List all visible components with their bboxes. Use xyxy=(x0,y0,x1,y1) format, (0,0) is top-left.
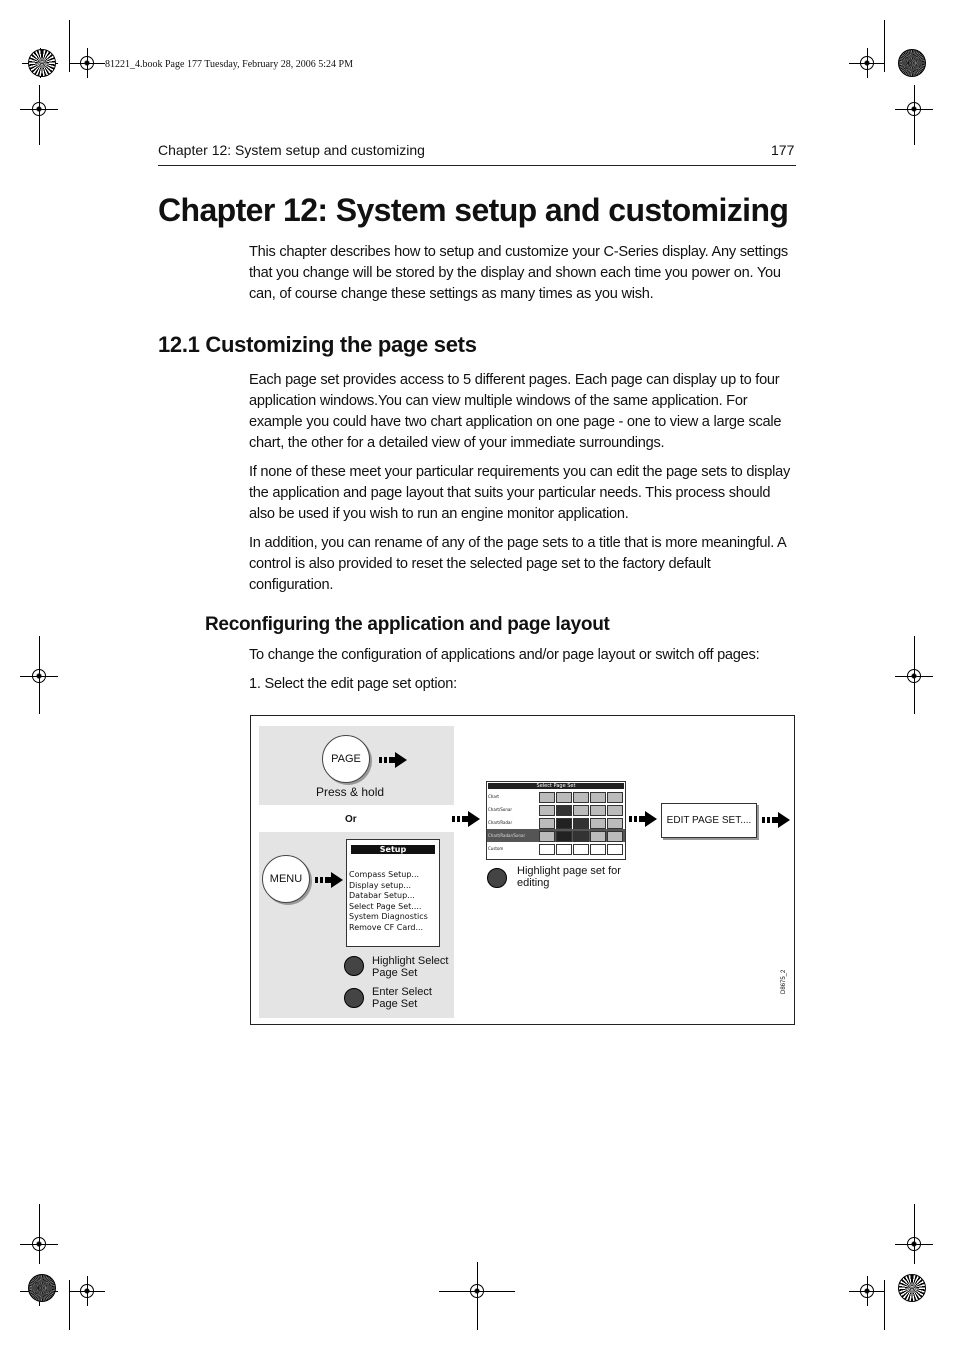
body-paragraph: Each page set provides access to 5 different pages. Each page can display up to four application windows.You can view multiple windows of the same application. For example you could have two chart application on one page - one to view a large scale chart, the other for a detailed view of your immediate surroundings. xyxy=(249,372,782,451)
header-rule xyxy=(158,165,796,166)
crop-line xyxy=(69,20,70,72)
select-page-set-screen xyxy=(486,781,626,860)
row-label: Chart/Radar xyxy=(488,820,513,825)
arrow-right-icon xyxy=(452,811,480,827)
registration-mark xyxy=(69,1276,105,1306)
menu-item: Select Page Set.... xyxy=(349,901,422,911)
trackpad-icon xyxy=(344,988,364,1008)
step-1: 1. Select the edit page set option: xyxy=(249,676,457,692)
registration-mark xyxy=(849,1276,885,1306)
screen-row xyxy=(487,803,625,816)
screen-row-selected xyxy=(487,829,625,842)
figure-code: D8675_2 xyxy=(781,969,787,994)
menu-button: MENU xyxy=(262,855,310,903)
label-line: editing xyxy=(517,877,550,889)
crop-line xyxy=(884,1280,885,1330)
color-registration-wheel xyxy=(28,49,56,77)
setup-menu xyxy=(346,839,440,947)
press-hold-label: Press & hold xyxy=(316,785,385,799)
menu-item: Compass Setup... xyxy=(349,870,420,879)
screen-row xyxy=(487,790,625,803)
body-paragraph: In addition, you can rename of any of the page sets to a title that is more meaningful. A control is also provided to reset the selected page set to the factory default configuration. xyxy=(249,535,786,593)
arrow-right-icon xyxy=(379,752,407,768)
label-line: Highlight page set for xyxy=(517,865,621,877)
row-label: Chart xyxy=(488,794,499,799)
crop-line xyxy=(39,85,40,145)
screen-row xyxy=(487,842,625,855)
label-line: Page Set xyxy=(372,998,418,1010)
arrow-right-icon xyxy=(762,812,790,828)
color-registration-wheel xyxy=(28,1274,56,1302)
registration-mark xyxy=(69,48,105,78)
registration-mark xyxy=(849,48,885,78)
color-registration-wheel xyxy=(898,49,926,77)
label-line: Highlight Select xyxy=(372,955,449,967)
body-paragraph: If none of these meet your particular requirements you can edit the page sets to display the application and page layout that suits your particular needs. This process should also be used if you wish to run an engine monitor application. xyxy=(249,464,790,522)
screen-row xyxy=(487,816,625,829)
menu-item: Remove CF Card... xyxy=(349,922,424,932)
subsection-intro: To change the configuration of applications and/or page layout or switch off pages: xyxy=(249,647,760,663)
menu-item: Databar Setup... xyxy=(349,891,415,900)
crop-line xyxy=(914,85,915,145)
highlight-select-label xyxy=(372,955,448,979)
enter-select-label xyxy=(372,986,432,1010)
crop-line xyxy=(914,1204,915,1264)
crop-line xyxy=(884,20,885,72)
crop-line xyxy=(69,1280,70,1330)
or-label: Or xyxy=(345,814,357,825)
running-head: Chapter 12: System setup and customizing xyxy=(158,142,425,158)
chapter-title: Chapter 12: System setup and customizing xyxy=(158,192,789,228)
print-info: 81221_4.book Page 177 Tuesday, February 28, 2006 5:24 PM xyxy=(105,59,353,70)
label-line: Page Set xyxy=(372,967,418,979)
row-label: Chart/Sonar xyxy=(488,807,512,812)
color-registration-wheel xyxy=(898,1274,926,1302)
menu-item: Display setup... xyxy=(349,880,412,890)
procedure-figure xyxy=(250,715,795,1025)
intro-paragraph: This chapter describes how to setup and customize your C-Series display. Any settings that you change will be stored by the display and shown each time you power on. You can, of course change these settings as many times as you wish. xyxy=(249,244,788,302)
row-label: Chart/Radar/Sonar xyxy=(488,833,526,838)
subsection-title: Reconfiguring the application and page layout xyxy=(205,614,610,635)
arrow-right-icon xyxy=(315,872,343,888)
crop-line xyxy=(39,1204,40,1264)
crop-line xyxy=(477,1262,478,1330)
setup-menu-title: Setup xyxy=(351,845,435,854)
menu-item: System Diagnostics xyxy=(349,912,428,921)
crop-line xyxy=(39,636,40,714)
crop-line xyxy=(439,1291,515,1292)
section-title: 12.1 Customizing the page sets xyxy=(158,332,477,357)
page-number: 177 xyxy=(771,142,795,158)
trackpad-icon xyxy=(344,956,364,976)
screen-title: Select Page Set xyxy=(488,783,624,789)
highlight-edit-label xyxy=(517,865,621,889)
edit-page-set-button: EDIT PAGE SET.... xyxy=(661,803,757,838)
row-label: Custom xyxy=(488,846,504,851)
trackpad-icon xyxy=(487,868,507,888)
label-line: Enter Select xyxy=(372,986,432,998)
page-button: PAGE xyxy=(322,735,370,783)
crop-line xyxy=(914,636,915,714)
arrow-right-icon xyxy=(629,811,657,827)
